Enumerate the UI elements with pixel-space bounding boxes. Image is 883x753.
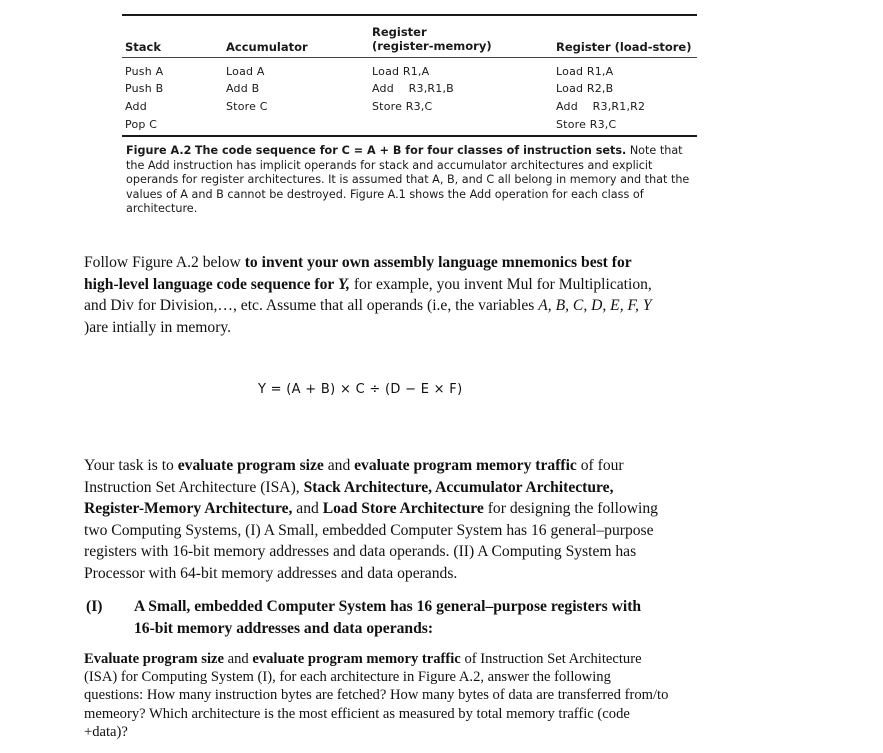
intro-end: )are intially in memory. [84,318,232,336]
task-bold-3: Stack Architecture, Accumulator Architecture, Register-Memory Architecture, [84,478,614,517]
question-text-1: and [223,651,253,667]
header-register-memory-line1: Register [372,25,427,39]
question-bold-2: evaluate program memory traffic [252,651,461,667]
header-stack: Stack [125,40,162,54]
task-paragraph [84,455,669,584]
task-bold-2: evaluate program memory traffic [354,457,577,474]
task-bold-1: evaluate program size [177,457,324,474]
table-top-rule [122,14,697,16]
table-header-rule [122,57,697,58]
equation: Y = (A + B) × C ÷ (D − E × F) [258,382,463,397]
regmem-row-2: Add R3,R1,B [372,82,454,95]
section-number: (I) [86,598,103,615]
header-accumulator: Accumulator [226,40,308,54]
stack-row-2: Push B [125,82,164,95]
header-register-memory-line2: (register-memory) [372,39,492,53]
intro-bold: to invent your own assembly language mnemonics best for high-level language code sequence for [84,254,632,293]
regmem-row-3: Store R3,C [372,100,433,113]
figure-caption [126,144,698,217]
regmem-row-1: Load R1,A [372,65,430,78]
loadstore-row-4: Store R3,C [556,118,617,131]
section-heading [84,596,669,639]
accumulator-row-1: Load A [226,65,265,78]
question-text-2: of Instruction Set Architecture (ISA) for Computing System (I), for each architecture in Figure A.2, answer the following questions: How many instruction bytes are fetched? How many bytes of data are transferred from/to memeory? Which architecture is the most efficient as measured by total memory traffic (code +data)? [84,651,669,740]
intro-variables: A, B, C, D, E, F, Y [538,297,652,314]
task-text-1: Your task is to [84,457,178,474]
section-title: A Small, embedded Computer System has 16 general–purpose registers with 16-bit memory addresses and data operands: [134,598,642,637]
task-text-5: for designing the following two Computing Systems, (I) A Small, embedded Computer System has 16 general–purpose registers with 16-bit memory addresses and data operands. (II) A Computing System has Processor with 64-bit memory addresses and data operands. [84,500,658,582]
table-bottom-rule [122,135,697,137]
intro-paragraph [84,252,669,338]
task-text-4: and [292,500,323,517]
stack-row-4: Pop C [125,118,158,131]
task-bold-4: Load Store Architecture [322,500,484,517]
intro-lead: Follow Figure A.2 below [84,254,245,271]
accumulator-row-2: Add B [226,82,260,95]
stack-row-3: Add [125,100,147,113]
question-bold-1: Evaluate program size [84,651,224,667]
loadstore-row-2: Load R2,B [556,82,614,95]
loadstore-row-1: Load R1,A [556,65,614,78]
intro-variable: Y, [337,275,350,293]
loadstore-row-3: Add R3,R1,R2 [556,100,646,113]
caption-title: The code sequence for C = A + B for four classes of instruction sets. [194,144,627,157]
header-load-store: Register (load-store) [556,40,692,54]
task-text-3: of four Instruction Set Architecture (ISA), [84,457,624,496]
intro-rest: for example, you invent Mul for Multiplication, and Div for Division,…, etc. Assume that all operands (i.e, the variables [84,275,652,314]
caption-text: Note that the Add instruction has implicit operands for stack and accumulator architectures and explicit operands for register architectures. It is assumed that A, B, and C all belong in memory and that the values of A and B cannot be destroyed. Figure A.1 shows the Add operation for each class of architecture. [126,144,690,216]
caption-label: Figure A.2 [126,144,192,157]
question-paragraph [84,650,669,741]
task-text-2: and [323,457,355,474]
stack-row-1: Push A [125,65,164,78]
accumulator-row-3: Store C [226,100,268,113]
